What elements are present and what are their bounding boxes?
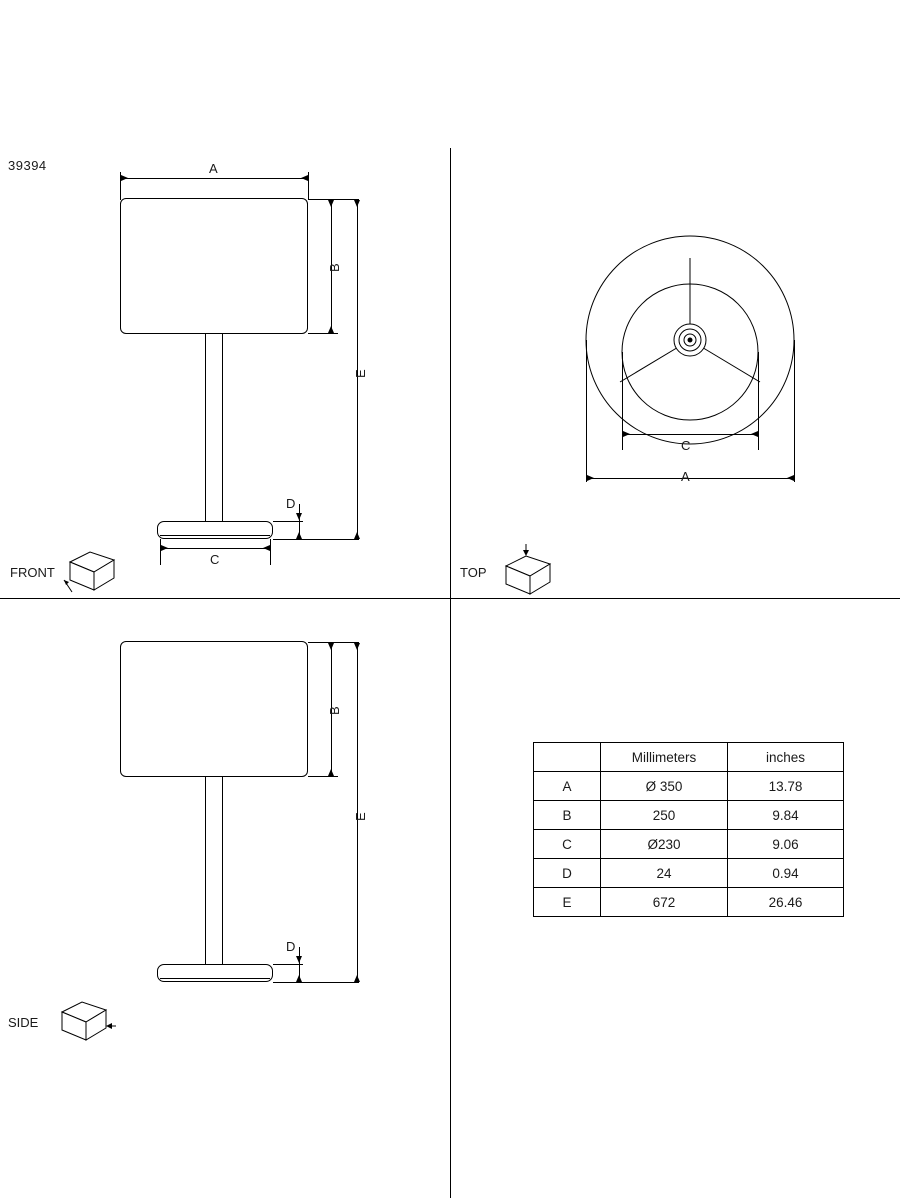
table-cell-mm: 250	[601, 801, 728, 830]
dim-e-front-ext-bottom	[273, 539, 359, 540]
table-row	[534, 859, 844, 888]
dim-d-front-arrow-bottom	[296, 532, 302, 539]
dim-a-top-ext-right	[794, 340, 795, 482]
dim-c-front-line	[160, 548, 270, 549]
dim-c-front-ext-left	[160, 539, 161, 565]
side-cube-icon	[54, 996, 116, 1044]
table-row	[534, 801, 844, 830]
view-tag-front-label: FRONT	[10, 565, 55, 580]
dim-a-front-label: A	[209, 161, 218, 176]
table-cell-mm: 672	[601, 888, 728, 917]
table-cell-in: 9.06	[728, 830, 844, 859]
front-cube-icon	[62, 548, 122, 594]
dim-a-front-arrow-left	[121, 175, 128, 181]
table-header-row	[534, 743, 844, 772]
dim-d-front-arrow-top	[296, 513, 302, 520]
lamp-base-front-edge	[160, 535, 270, 536]
dim-a-front-arrow-right	[301, 175, 308, 181]
dim-e-side-ext-bottom	[273, 982, 359, 983]
dim-a-front-line	[120, 178, 308, 179]
dim-a-top-label: A	[681, 469, 690, 484]
dim-b-side-arrow-top	[328, 643, 334, 650]
table-cell-in: 13.78	[728, 772, 844, 801]
view-tag-side-label: SIDE	[8, 1015, 39, 1030]
dimension-table	[533, 742, 844, 917]
dim-d-front-ext-top	[273, 521, 303, 522]
dim-b-side-label: B	[327, 706, 342, 715]
view-tag-top-label: TOP	[460, 565, 487, 580]
lamp-base-front	[157, 521, 273, 539]
table-cell-key: D	[534, 859, 601, 888]
dim-e-side-arrow-top	[354, 643, 360, 650]
table-row	[534, 888, 844, 917]
part-number: 39394	[8, 158, 47, 173]
dim-c-front-arrow-right	[263, 545, 270, 551]
dim-d-side-ext-top	[273, 964, 303, 965]
table-header-key	[534, 743, 601, 772]
dim-c-top-arrow-left	[623, 431, 630, 437]
divider-vertical	[450, 148, 451, 1198]
table-row	[534, 772, 844, 801]
dim-e-front-label: E	[353, 369, 368, 378]
dim-b-front-ext-bottom	[308, 333, 338, 334]
dim-d-side-arrow-bottom	[296, 975, 302, 982]
lamp-shade-side	[120, 641, 308, 777]
dim-a-top-line	[586, 478, 794, 479]
table-cell-key: C	[534, 830, 601, 859]
table-header-millimeters: Millimeters	[601, 743, 728, 772]
dim-a-front-ext-right	[308, 172, 309, 200]
table-row	[534, 830, 844, 859]
lamp-shade-front	[120, 198, 308, 334]
table-cell-mm: 24	[601, 859, 728, 888]
dim-d-front-label: D	[286, 496, 296, 511]
lamp-stem-front	[205, 334, 223, 524]
table-cell-key: A	[534, 772, 601, 801]
dim-b-side-ext-bottom	[308, 776, 338, 777]
dim-b-side-arrow-bottom	[328, 769, 334, 776]
divider-horizontal	[0, 598, 900, 599]
dim-b-front-arrow-bottom	[328, 326, 334, 333]
dim-d-side-arrow-top	[296, 956, 302, 963]
top-cube-icon	[498, 544, 558, 596]
dim-d-side-label: D	[286, 939, 296, 954]
dim-e-front-arrow-top	[354, 200, 360, 207]
lamp-stem-side	[205, 777, 223, 967]
dim-c-front-ext-right	[270, 539, 271, 565]
table-cell-in: 0.94	[728, 859, 844, 888]
dim-c-top-label: C	[681, 438, 691, 453]
table-cell-in: 9.84	[728, 801, 844, 830]
dim-c-top-arrow-right	[751, 431, 758, 437]
dim-c-front-arrow-left	[161, 545, 168, 551]
table-cell-mm: Ø230	[601, 830, 728, 859]
dim-e-side-arrow-bottom	[354, 975, 360, 982]
lamp-base-side	[157, 964, 273, 982]
dim-a-top-arrow-left	[587, 475, 594, 481]
dim-e-side-label: E	[353, 812, 368, 821]
dim-a-top-arrow-right	[787, 475, 794, 481]
table-cell-mm: Ø 350	[601, 772, 728, 801]
dim-c-top-ext-right	[758, 352, 759, 450]
lamp-base-side-edge	[160, 978, 270, 979]
dim-c-front-label: C	[210, 552, 220, 567]
dim-e-front-arrow-bottom	[354, 532, 360, 539]
dim-a-top-ext-left	[586, 340, 587, 482]
table-cell-key: B	[534, 801, 601, 830]
dim-b-front-arrow-top	[328, 200, 334, 207]
table-cell-key: E	[534, 888, 601, 917]
dim-b-front-label: B	[327, 263, 342, 272]
dim-c-top-line	[622, 434, 758, 435]
table-cell-in: 26.46	[728, 888, 844, 917]
table-header-inches: inches	[728, 743, 844, 772]
